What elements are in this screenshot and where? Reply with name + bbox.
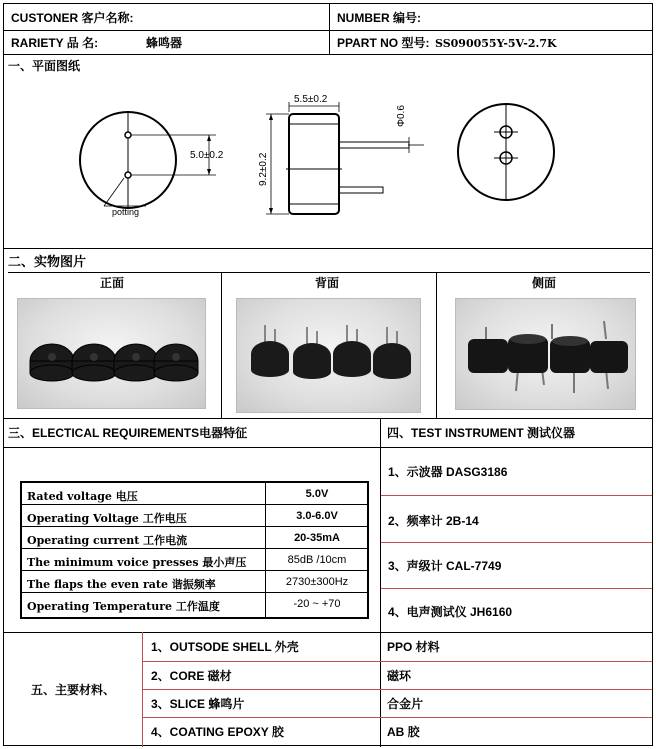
photo-back [236, 298, 421, 413]
spec-name: The minimum voice presses 最小声压 [27, 556, 247, 569]
number-label: NUMBER 编号: [337, 11, 421, 25]
spec-name: Operating current 工作电流 [27, 534, 188, 547]
material-part: 2、CORE 磁材 [151, 669, 232, 683]
spec-name: Operating Temperature 工作温度 [27, 600, 220, 613]
material-value: AB 胶 [387, 725, 420, 739]
spec-value: 85dB /10cm [287, 554, 347, 566]
side-view-body [289, 114, 339, 214]
spec-name: The flaps the even rate 谐振频率 [27, 578, 216, 591]
material-part: 3、SLICE 蜂鸣片 [151, 697, 245, 711]
material-part: 4、COATING EPOXY 胶 [151, 725, 284, 739]
instrument-item: 2、频率计 2B-14 [388, 514, 479, 528]
dim-pin: Φ0.6 [396, 105, 407, 127]
table-row [22, 549, 367, 571]
variety-label: RARIETY 品 名: [11, 36, 99, 50]
photo-front [17, 298, 206, 409]
instrument-item: 1、示波器 DASG3186 [388, 465, 508, 479]
material-value: 磁环 [387, 669, 412, 683]
photo-side [455, 298, 636, 410]
variety-value: 蜂鸣器 [146, 36, 183, 50]
spec-value: -20 ~ +70 [293, 598, 341, 610]
section3-title: 三、ELECTICAL REQUIREMENTS电器特征 [8, 426, 248, 440]
section5-title: 五、主要材料、 [31, 683, 116, 697]
section2-title: 二、实物图片 [8, 254, 87, 269]
dim-potting: potting [112, 207, 140, 217]
dim-width: 5.5±0.2 [294, 94, 328, 105]
section4-title: 四、TEST INSTRUMENT 测试仪器 [387, 426, 575, 440]
table-row [22, 483, 367, 505]
table-row [22, 593, 367, 617]
spec-value: 3.0-6.0V [296, 510, 338, 522]
photo-label-side: 侧面 [532, 276, 557, 290]
dim-height: 9.2±0.2 [258, 152, 269, 186]
spec-value: 20-35mA [294, 532, 340, 544]
photo-label-front: 正面 [100, 276, 125, 290]
spec-name: Operating Voltage 工作电压 [27, 512, 187, 525]
material-value: PPO 材料 [387, 640, 440, 654]
dim-diameter: 5.0±0.2 [190, 150, 224, 161]
instrument-item: 4、电声测试仪 JH6160 [388, 605, 513, 619]
spec-name: Rated voltage 电压 [27, 490, 138, 503]
spec-value: 2730±300Hz [285, 576, 349, 588]
material-value: 合金片 [387, 697, 424, 711]
outline-drawing [4, 54, 652, 249]
customer-label: CUSTONER 客户名称: [11, 11, 134, 25]
electrical-spec-table [20, 481, 369, 619]
material-part: 1、OUTSODE SHELL 外壳 [151, 640, 299, 654]
photo-label-back: 背面 [315, 276, 340, 290]
spec-value: 5.0V [305, 488, 329, 500]
part-no-value: SS090055Y-5V-2.7K [435, 37, 557, 50]
spec-sheet [3, 3, 653, 746]
instrument-item: 3、声级计 CAL-7749 [388, 559, 502, 573]
table-row [22, 527, 367, 549]
part-no-label: PPART NO 型号: [337, 36, 430, 50]
table-row [22, 571, 367, 593]
table-row [22, 505, 367, 527]
section1-title: 一、平面图纸 [8, 59, 81, 73]
